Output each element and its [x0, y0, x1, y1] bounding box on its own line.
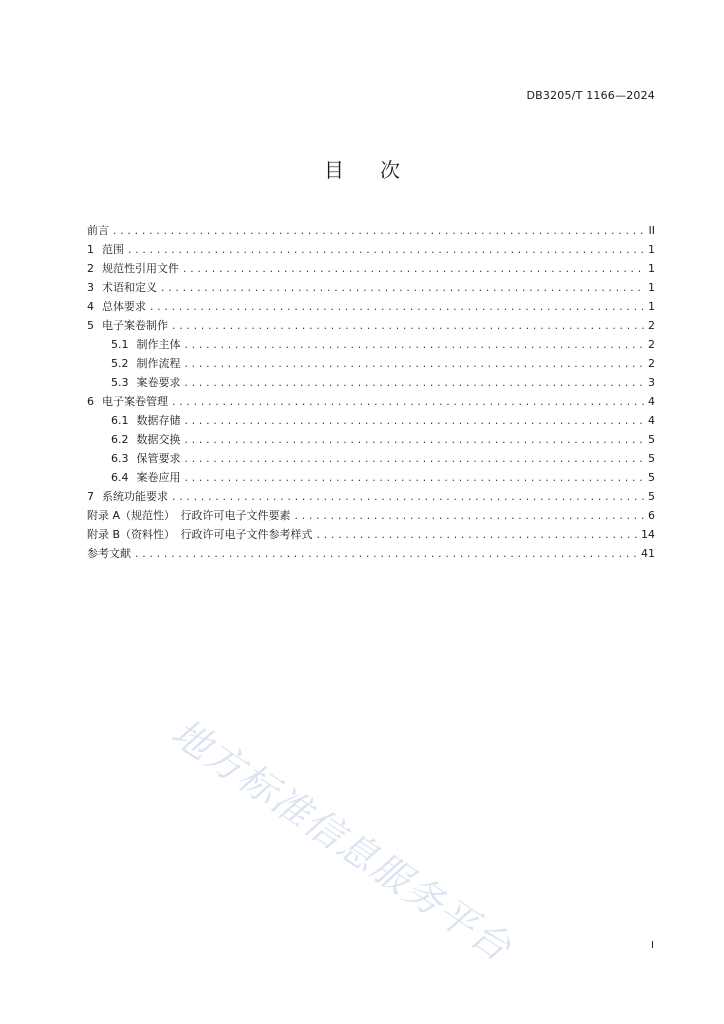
dot-leader: [112, 223, 646, 240]
toc-entry[interactable]: [87, 525, 655, 544]
toc-entry-number: 5.3: [111, 376, 129, 389]
page-number: I: [651, 940, 654, 951]
toc-title-char-1: 目: [324, 158, 344, 182]
toc-entry-label: 制作流程: [136, 357, 181, 370]
document-code: DB3205/T 1166—2024: [526, 89, 655, 102]
dot-leader: [184, 470, 646, 487]
toc-entry[interactable]: [87, 297, 655, 316]
dot-leader: [184, 432, 646, 449]
toc-entry-number: 6: [87, 395, 94, 408]
toc-entry-number: 5.1: [111, 338, 129, 351]
toc-entry-label: 系统功能要求: [102, 490, 168, 503]
toc-entry-page: 41: [641, 547, 655, 560]
toc-entry-label: 数据存储: [136, 414, 181, 427]
toc-subentry[interactable]: [87, 449, 655, 468]
toc-entry-label: 前言: [87, 224, 109, 237]
dot-leader: [160, 280, 645, 297]
table-of-contents: [87, 221, 655, 563]
toc-entry-label: 附录 A（规范性） 行政许可电子文件要素: [87, 509, 291, 522]
toc-entry[interactable]: [87, 392, 655, 411]
toc-entry-page: 1: [648, 281, 655, 294]
toc-entry[interactable]: [87, 506, 655, 525]
toc-entry[interactable]: [87, 240, 655, 259]
toc-entry-number: 2: [87, 262, 94, 275]
dot-leader: [134, 546, 638, 563]
toc-entry-page: 5: [648, 471, 655, 484]
toc-entry-label: 总体要求: [102, 300, 146, 313]
toc-entry-page: 5: [648, 433, 655, 446]
dot-leader: [184, 451, 646, 468]
toc-entry[interactable]: [87, 544, 655, 563]
toc-entry-page: 1: [648, 300, 655, 313]
toc-entry-number: 3: [87, 281, 94, 294]
toc-entry-label: 制作主体: [136, 338, 181, 351]
toc-entry-page: II: [648, 224, 655, 237]
toc-entry-label: 案卷应用: [136, 471, 181, 484]
toc-entry-label: 数据交换: [136, 433, 181, 446]
dot-leader: [171, 318, 645, 335]
toc-entry[interactable]: [87, 259, 655, 278]
toc-subentry[interactable]: [87, 430, 655, 449]
toc-entry-page: 4: [648, 395, 655, 408]
dot-leader: [184, 375, 646, 392]
dot-leader: [171, 489, 645, 506]
dot-leader: [149, 299, 645, 316]
toc-entry-page: 1: [648, 243, 655, 256]
watermark-text: 地方标准信息服务平台: [163, 710, 520, 971]
dot-leader: [127, 242, 645, 259]
toc-entry-page: 2: [648, 338, 655, 351]
toc-entry-number: 6.2: [111, 433, 129, 446]
dot-leader: [184, 356, 646, 373]
toc-entry-label: 术语和定义: [102, 281, 157, 294]
toc-title: [0, 154, 724, 183]
toc-entry[interactable]: [87, 221, 655, 240]
toc-title-char-2: 次: [380, 158, 400, 182]
toc-entry-number: 5.2: [111, 357, 129, 370]
toc-subentry[interactable]: [87, 411, 655, 430]
dot-leader: [184, 413, 646, 430]
dot-leader: [294, 508, 645, 525]
toc-entry-page: 2: [648, 319, 655, 332]
toc-entry-label: 电子案卷管理: [102, 395, 168, 408]
toc-subentry[interactable]: [87, 468, 655, 487]
toc-entry-label: 案卷要求: [136, 376, 181, 389]
toc-entry-number: 6.3: [111, 452, 129, 465]
dot-leader: [184, 337, 646, 354]
toc-entry-label: 保管要求: [136, 452, 181, 465]
toc-entry-page: 14: [641, 528, 655, 541]
dot-leader: [182, 261, 645, 278]
toc-entry-number: 7: [87, 490, 94, 503]
toc-entry[interactable]: [87, 487, 655, 506]
toc-entry-page: 3: [648, 376, 655, 389]
dot-leader: [171, 394, 645, 411]
toc-entry-page: 6: [648, 509, 655, 522]
toc-entry-page: 4: [648, 414, 655, 427]
toc-entry[interactable]: [87, 278, 655, 297]
toc-entry-page: 2: [648, 357, 655, 370]
toc-subentry[interactable]: [87, 373, 655, 392]
toc-subentry[interactable]: [87, 354, 655, 373]
toc-entry-number: 6.1: [111, 414, 129, 427]
toc-entry-label: 参考文献: [87, 547, 131, 560]
dot-leader: [316, 527, 638, 544]
toc-entry-number: 6.4: [111, 471, 129, 484]
toc-entry-label: 电子案卷制作: [102, 319, 168, 332]
toc-entry[interactable]: [87, 316, 655, 335]
toc-subentry[interactable]: [87, 335, 655, 354]
toc-entry-label: 范围: [102, 243, 124, 256]
toc-entry-number: 4: [87, 300, 94, 313]
toc-entry-number: 5: [87, 319, 94, 332]
toc-entry-page: 5: [648, 490, 655, 503]
toc-entry-page: 1: [648, 262, 655, 275]
toc-entry-label: 规范性引用文件: [102, 262, 179, 275]
toc-entry-label: 附录 B（资料性） 行政许可电子文件参考样式: [87, 528, 313, 541]
toc-entry-page: 5: [648, 452, 655, 465]
toc-entry-number: 1: [87, 243, 94, 256]
